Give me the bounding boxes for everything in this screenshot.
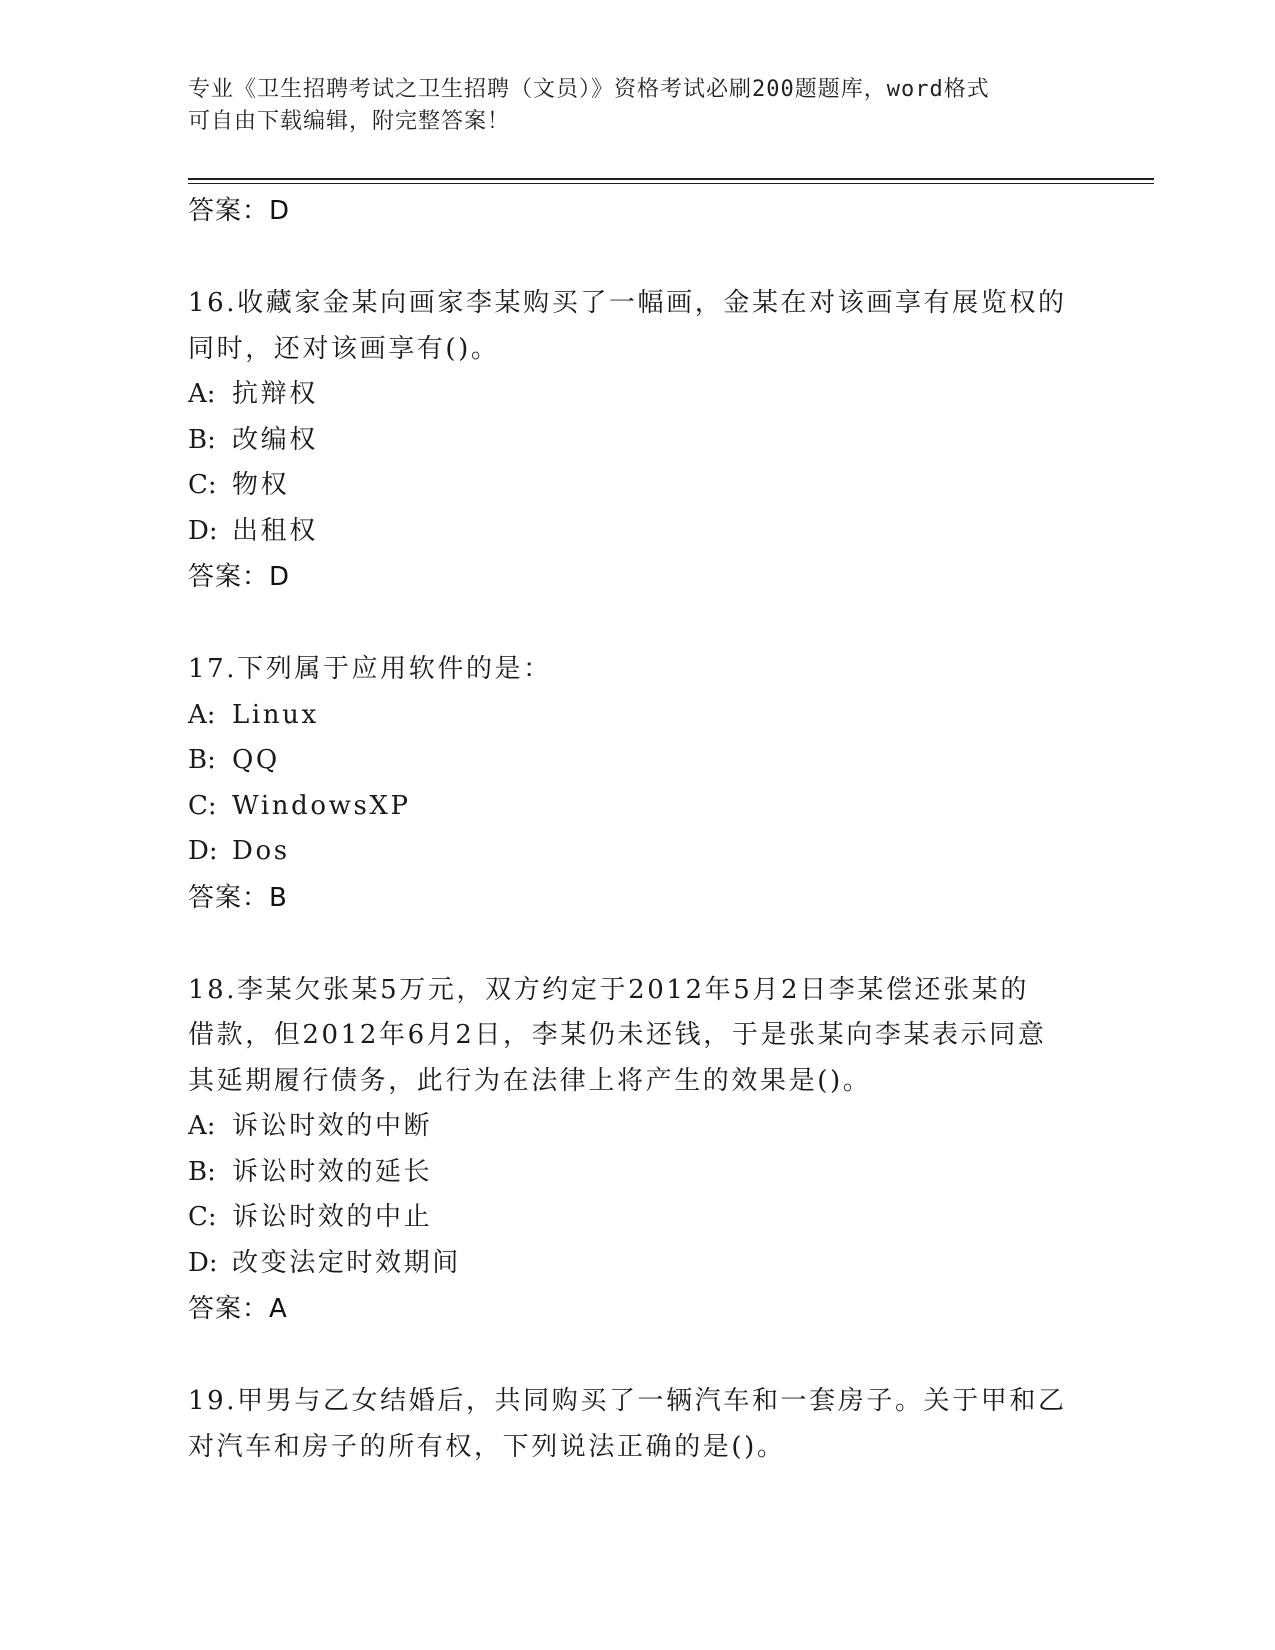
option-text: QQ: [232, 745, 280, 775]
question-text-line: 17.下列属于应用软件的是：: [188, 654, 552, 684]
option-text: 诉讼时效的延长: [232, 1156, 433, 1187]
spacer: [188, 1332, 1148, 1379]
option-text: WindowsXP: [232, 790, 411, 821]
answer-18: 答案：A: [188, 1294, 288, 1324]
question-18: [188, 968, 1148, 1333]
header-line-2: 可自由下载编辑，附完整答案！: [188, 109, 511, 134]
option-text: 诉讼时效的中止: [232, 1202, 433, 1232]
spacer: [188, 234, 1148, 281]
question-text-line: 借款，但2012年6月2日，李某仍未还钱，于是张某向李某表示同意: [188, 1020, 1047, 1050]
question-text-line: 对汽车和房子的所有权，下列说法正确的是()。: [188, 1431, 786, 1462]
option-label: A:: [188, 1111, 216, 1141]
question-text-line: 19.甲男与乙女结婚后，共同购买了一辆汽车和一套房子。关于甲和乙: [188, 1386, 1067, 1416]
page-header: [188, 74, 1088, 138]
option-text: Linux: [232, 699, 319, 730]
option-b: [188, 418, 1148, 464]
option-label: C:: [188, 470, 217, 500]
question-text-line: 其延期履行债务，此行为在法律上将产生的效果是()。: [188, 1065, 872, 1096]
option-b: [188, 738, 1148, 784]
option-d: [188, 829, 1148, 875]
question-list: [188, 188, 1148, 1470]
option-text: 改变法定时效期间: [232, 1247, 461, 1278]
question-17: [188, 647, 1148, 921]
option-a: [188, 372, 1148, 418]
question-19: [188, 1379, 1148, 1470]
option-label: C:: [188, 1202, 217, 1232]
option-text: 物权: [232, 470, 290, 500]
spacer: [188, 921, 1148, 968]
answer-17: 答案：B: [188, 882, 288, 913]
option-text: 改编权: [232, 424, 318, 455]
option-label: B:: [188, 745, 216, 775]
question-text-line: 18.李某欠张某5万元，双方约定于2012年5月2日李某偿还张某的: [188, 974, 1029, 1005]
answer-16: 答案：D: [188, 562, 291, 592]
option-text: 抗辩权: [232, 379, 318, 409]
option-label: B:: [188, 1156, 216, 1187]
option-d: [188, 509, 1148, 555]
option-label: D:: [188, 1247, 218, 1278]
option-d: [188, 1241, 1148, 1287]
option-label: D:: [188, 836, 218, 866]
header-divider: [188, 178, 1154, 184]
question-16: [188, 281, 1148, 600]
option-a: [188, 693, 1148, 739]
option-text: 出租权: [232, 515, 318, 546]
option-label: A:: [188, 379, 216, 409]
previous-answer: 答案：D: [188, 196, 291, 226]
option-b: [188, 1150, 1148, 1196]
option-label: D:: [188, 515, 218, 546]
question-text-line: 16.收藏家金某向画家李某购买了一幅画，金某在对该画享有展览权的: [188, 288, 1067, 318]
option-c: [188, 1195, 1148, 1241]
option-a: [188, 1104, 1148, 1150]
option-label: A:: [188, 699, 216, 730]
spacer: [188, 600, 1148, 647]
option-c: [188, 784, 1148, 830]
header-line-1: 专业《卫生招聘考试之卫生招聘（文员）》资格考试必刷200题题库，word格式: [188, 77, 990, 102]
option-label: C:: [188, 790, 217, 821]
option-label: B:: [188, 424, 216, 455]
option-text: Dos: [232, 836, 290, 866]
option-text: 诉讼时效的中断: [232, 1111, 433, 1141]
question-text-line: 同时，还对该画享有()。: [188, 333, 500, 364]
option-c: [188, 463, 1148, 509]
